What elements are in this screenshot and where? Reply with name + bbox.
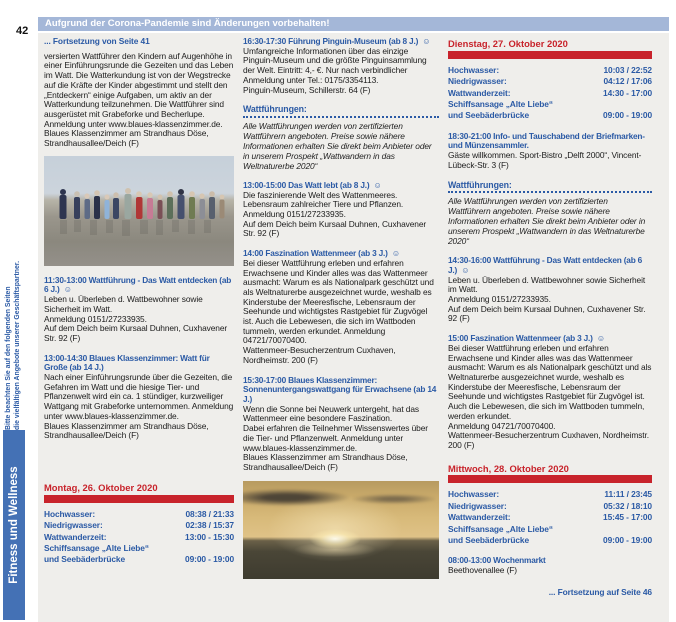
tide-row <box>448 524 652 535</box>
family-icon: ☺ <box>461 264 470 275</box>
event-title <box>448 256 652 275</box>
tide-row <box>448 110 652 121</box>
continuation-from-note: ... Fortsetzung von Seite 41 <box>44 36 150 46</box>
tide-label: Wattwanderzeit: <box>44 531 107 542</box>
event-title: 13:00-14:30 Blaues Klassenzimmer: Watt für Große (ab 14 J.) <box>44 352 210 373</box>
date-divider-bar <box>448 475 652 483</box>
event-blaues-klassenzimmer-grosse <box>44 354 234 441</box>
tide-row <box>448 99 652 110</box>
tide-label: Hochwasser: <box>448 64 500 75</box>
tide-table-wednesday <box>448 489 652 546</box>
tide-label: Schiffsansage „Alte Liebe“ <box>448 523 553 534</box>
tide-row <box>44 520 234 531</box>
tide-value: 13:00 - 15:30 <box>185 531 234 542</box>
event-sonnenuntergangswattgang <box>243 376 439 473</box>
event-body-line: Leben u. Überleben d. Wattbewohner sowie Sicherheit im Watt. <box>448 274 646 295</box>
event-faszination-wattenmeer-1400 <box>243 249 439 365</box>
page-number: 42 <box>16 25 29 37</box>
date-header-wednesday: Mittwoch, 28. Oktober 2020 <box>448 462 569 474</box>
tide-row <box>448 512 652 523</box>
event-title-text: 11:30-13:00 Wattführung - Das Watt entdecken (ab 6 J.) <box>44 274 232 295</box>
tide-label: Wattwanderzeit: <box>448 87 511 98</box>
event-title-text: 15:00 Faszination Wattenmeer (ab 3 J.) <box>448 333 593 344</box>
tide-value: 05:32 / 18:10 <box>603 500 652 511</box>
tide-label: Wattwanderzeit: <box>448 512 511 523</box>
family-icon: ☺ <box>391 248 401 259</box>
event-body-line: Anmeldung 0151/27233935. <box>243 209 346 220</box>
family-icon: ☺ <box>596 333 606 344</box>
date-header-monday: Montag, 26. Oktober 2020 <box>44 481 158 493</box>
event-body-line: Beethovenallee (F) <box>448 565 517 576</box>
event-title-text: 16:30-17:30 Führung Pinguin-Museum (ab 8 J.) <box>243 36 419 46</box>
tide-row <box>44 532 234 543</box>
tide-value: 02:38 / 15:37 <box>185 520 234 531</box>
event-title-text: 14:30-16:00 Wattführung - Das Watt entdecken (ab 6 J.) <box>448 255 643 275</box>
tide-value: 10:03 / 22:52 <box>603 64 652 75</box>
mudflat-people-illustration <box>44 156 234 266</box>
category-tab-label: Fitness und Wellness <box>8 466 20 584</box>
tide-value: 15:45 - 17:00 <box>603 512 652 523</box>
event-body-line: Nach einer Einführungsrunde über die Gezeiten, die Gefahren im Watt und die hiesige Tier- und Pflanzenwelt wird ein ca. 1 stündiger, kurzweiliger Wattgang mit Grabeforke unternommen. Anmeldung unter www.blaues-klassenzimmer.de. <box>44 372 234 421</box>
tide-label: und Seebäderbrücke <box>448 534 530 545</box>
sunset-photo <box>243 481 439 579</box>
event-body-line: Die faszinierende Welt des Wattenmeeres. Lebensraum zahlreicher Tiere und Pflanzen. <box>243 189 404 210</box>
event-body-line: Auf dem Deich beim Kursaal Duhnen, Cuxhavener Str. 92 (F) <box>243 218 427 239</box>
intro-address: Blaues Klassenzimmer am Strandhaus Döse, Strandhausallee/Deich (F) <box>44 128 209 149</box>
event-body-line: Wenn die Sonne bei Neuwerk untergeht, hat das Wattenmeer eine besondere Faszination. <box>243 403 419 424</box>
event-body-line: Pinguin-Museum, Schillerstr. 64 (F) <box>243 84 371 95</box>
tide-label: Niedrigwasser: <box>44 520 103 531</box>
dotted-divider <box>243 116 439 118</box>
tide-label: Hochwasser: <box>448 489 500 500</box>
tide-row <box>448 489 652 500</box>
tide-value: 09:00 - 19:00 <box>603 534 652 545</box>
tide-label: und Seebäderbrücke <box>44 554 126 565</box>
tide-value: 04:12 / 17:06 <box>603 76 652 87</box>
family-icon: ☺ <box>373 179 382 190</box>
event-body-line: Auf dem Deich beim Kursaal Duhnen, Cuxhavener Str. 92 (F) <box>448 303 646 324</box>
tide-row <box>448 65 652 76</box>
column-3 <box>448 33 652 602</box>
event-wochenmarkt <box>448 556 652 575</box>
event-body-line: Gäste willkommen. Sport-Bistro „Delft 2000“, Vincent-Lübeck-Str. 3 (F) <box>448 150 642 170</box>
tide-row <box>448 88 652 99</box>
corona-notice-banner: Aufgrund der Corona-Pandemie sind Änderungen vorbehalten! <box>38 17 669 31</box>
event-title-text: 13:00-15:00 Das Watt lebt (ab 8 J.) <box>243 179 370 190</box>
event-body-line: Umfangreiche Informationen über das einzige Pinguin-Museum und die größte Pinguinsammlung der Welt. Eintritt: 4,- €. Nur nach verbindlicher Anmeldung unter Tel.: 0175/3354113. <box>243 45 427 85</box>
intro-paragraph: versierten Wattführer den Kindern auf Augenhöhe in einer Einführungsrunde die Gezeiten und das Leben im Watt. Die Watterkundung ist von der Wegstrecke auf die Kräfte der Kinder abgestimmt und stellt den „Entdeckern“ einige Aufgaben, um aktiv an der Watterkundung teilzunehmen. Die Wattführer sind ausgerüstet mit Grabeforke und Becherlupe. Anmeldung unter www.blaues-klassenzimmer.de. <box>44 50 234 129</box>
tide-row <box>448 501 652 512</box>
event-pinguin-museum <box>243 37 439 95</box>
wattfuehrungen-header: Wattführungen: <box>448 179 512 190</box>
event-body-line: Anmeldung 0151/27233935. <box>44 313 147 324</box>
date-divider-bar <box>448 51 652 59</box>
mudflat-group-photo <box>44 156 234 266</box>
wattfuehrungen-note: Alle Wattführungen werden von zertifizierten Wattführern angeboten. Preise sowie nähere Informationen erhalten Sie direkt beim Anbieter oder in unserem Prospekt „Wattwandern in das Weltnaturerbe 2020“ <box>448 196 646 247</box>
tide-table-monday <box>44 509 234 566</box>
tide-label: Niedrigwasser: <box>448 500 507 511</box>
tide-value: 09:00 - 19:00 <box>603 110 652 121</box>
tide-table-tuesday <box>448 65 652 122</box>
event-body-line: Anmeldung 04721/70070400. <box>448 420 556 431</box>
sidebar-note-line2: die vielfältigen Angebote unserer Geschäftspartner. <box>14 261 21 430</box>
column-1 <box>44 33 234 568</box>
wattfuehrungen-section <box>243 105 439 171</box>
tide-label: Niedrigwasser: <box>448 76 507 87</box>
date-header-tuesday: Dienstag, 27. Oktober 2020 <box>448 38 568 49</box>
tide-value: 11:11 / 23:45 <box>604 489 652 500</box>
family-icon: ☺ <box>422 36 431 46</box>
event-title: 18:30-21:00 Info- und Tauschabend der Briefmarken- und Münzensammler. <box>448 130 645 151</box>
wattfuehrungen-note: Alle Wattführungen werden von zertifizierten Wattführern angeboten. Preise sowie nähere Informationen erhalten Sie direkt beim Anbieter oder in unserem Prospekt „Wattwandern in das Weltnaturerbe 2020“ <box>243 120 432 171</box>
continuation-to-note: ... Fortsetzung auf Seite 46 <box>548 586 652 597</box>
tide-value: 09:00 - 19:00 <box>185 554 234 565</box>
tide-label: Hochwasser: <box>44 508 96 519</box>
event-faszination-wattenmeer-1500 <box>448 334 652 450</box>
tide-row <box>44 554 234 565</box>
event-title <box>44 276 234 295</box>
column-2 <box>243 33 439 579</box>
event-watt-entdecken-tue <box>448 256 652 324</box>
family-icon: ☺ <box>63 284 72 295</box>
event-body-line: Bei dieser Wattführung erleben und erfahren Erwachsene und Kinder alles was das Wattenmeer ausmacht: Warum es als Nationalpark geschützt und als Weltnaturerbe ausgezeichnet wurde, weshalb es Kinderstube der Meeresfische, Lebensraum der Seehunde und wichtigstes Rastgebiet für Zugvögel ist. Auch die Lebewesen, die sich im Wattboden tummeln, werden erkundet. <box>448 342 652 421</box>
event-title: 08:00-13:00 Wochenmarkt <box>448 555 546 566</box>
event-title-text: 14:00 Faszination Wattenmeer (ab 3 J.) <box>243 248 388 259</box>
event-body-line: Bei dieser Wattführung erleben und erfahren Erwachsene und Kinder alles was das Wattenmeer ausmacht: Warum es als Nationalpark geschützt und als Weltnaturerbe ausgezeichnet wurde, weshalb es Kinderstube der Meeresfische, Lebensraum der Seehunde und wichtigstes Rastgebiet für Zugvögel ist. Auch die Lebewesen, die sich im Wattboden tummeln, werden erkundet. Anmeldung 04721/70070400. <box>243 257 434 346</box>
tide-row <box>448 535 652 546</box>
event-body-line: Anmeldung 0151/27233935. <box>448 294 551 305</box>
event-body-line: Leben u. Überleben d. Wattbewohner sowie Sicherheit im Watt. <box>44 294 203 314</box>
event-body-line: Blaues Klassenzimmer am Strandhaus Döse, Strandhausallee/Deich (F) <box>243 452 408 472</box>
event-body-line: Blaues Klassenzimmer am Strandhaus Döse, Strandhausallee/Deich (F) <box>44 420 209 441</box>
tide-label: Schiffsansage „Alte Liebe“ <box>448 98 553 109</box>
wattfuehrungen-header: Wattführungen: <box>243 104 307 115</box>
tide-value: 14:30 - 17:00 <box>603 87 652 98</box>
event-title: 15:30-17:00 Blaues Klassenzimmer: Sonnenuntergangswattgang für Erwachsene (ab 14 J.) <box>243 374 437 404</box>
event-watt-entdecken-mon <box>44 276 234 344</box>
tide-label: und Seebäderbrücke <box>448 110 530 121</box>
date-divider-bar <box>44 495 234 503</box>
event-body-line: Wattenmeer-Besucherzentrum Cuxhaven, Nordheimstr. 200 (F) <box>448 430 649 450</box>
event-body-line: Dabei erfahren die Teilnehmer Wissenswertes über die Tier- und Pflanzenwelt. Anmeldung unter www.blaues-klassenzimmer.de. <box>243 423 428 453</box>
tide-row <box>44 509 234 520</box>
sidebar-note-line1: Bitte beachten Sie auf den folgenden Seiten <box>5 286 12 430</box>
category-tab <box>3 430 25 620</box>
dotted-divider <box>448 191 652 193</box>
tide-row <box>44 543 234 554</box>
tide-label: Schiffsansage „Alte Liebe“ <box>44 542 149 553</box>
event-body-line: Wattenmeer-Besucherzentrum Cuxhaven, Nordheimstr. 200 (F) <box>243 345 396 365</box>
wattfuehrungen-section <box>448 181 652 247</box>
event-das-watt-lebt <box>243 181 439 239</box>
sidebar-partner-note <box>4 190 26 430</box>
event-tauschabend <box>448 132 652 171</box>
tide-row <box>448 76 652 87</box>
tide-value: 08:38 / 21:33 <box>185 508 234 519</box>
event-body-line: Auf dem Deich beim Kursaal Duhnen, Cuxhavener Str. 92 (F) <box>44 323 228 343</box>
